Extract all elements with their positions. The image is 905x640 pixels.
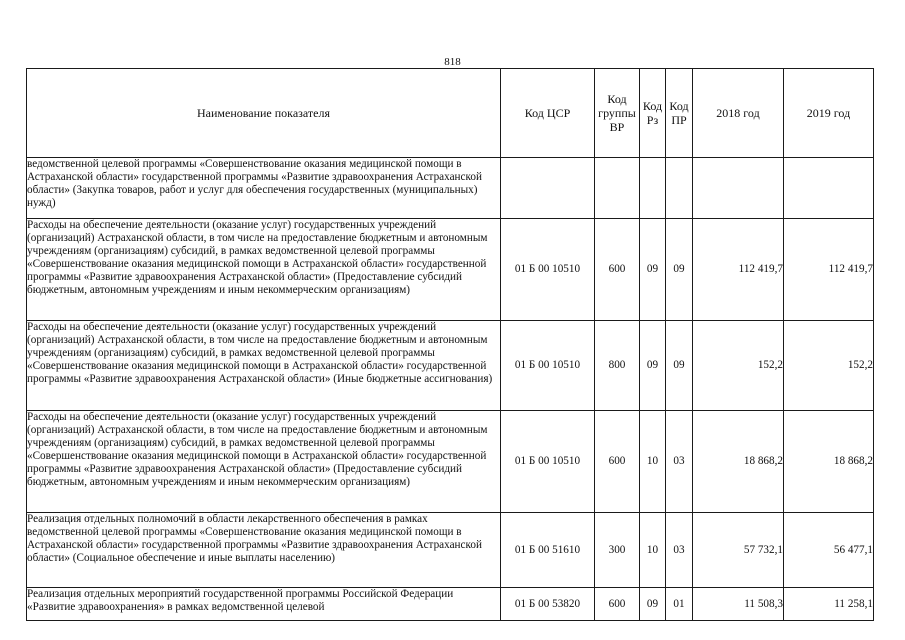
- row-pr: [666, 158, 693, 219]
- row-name: Реализация отдельных мероприятий государственной программы Российской Федерации «Развитие здравоохранения» в рамках ведомственной целевой: [27, 588, 501, 621]
- row-pr: 03: [666, 513, 693, 588]
- row-rz: 10: [640, 513, 666, 588]
- row-name: Расходы на обеспечение деятельности (оказание услуг) государственных учреждений (организаций) Астраханской области, в том числе на предоставление бюджетным и автономным учреждениям (организациям) субсидий, в рамках ведомственной целевой программы «Совершенствование оказания медицинской помощи в Астраханской области» государственной программы «Развитие здравоохранения Астраханской области» (Иные бюджетные ассигнования): [27, 321, 501, 411]
- row-csr: 01 Б 00 53820: [501, 588, 595, 621]
- row-pr: 01: [666, 588, 693, 621]
- row-rz: 10: [640, 411, 666, 513]
- row-vr: 800: [595, 321, 640, 411]
- row-name: Реализация отдельных полномочий в области лекарственного обеспечения в рамках ведомственной целевой программы «Совершенствование оказания медицинской помощи в Астраханской области» государственной программы «Развитие здравоохранения Астраханской области» (Социальное обеспечение и иные выплаты населению): [27, 513, 501, 588]
- row-name: ведомственной целевой программы «Совершенствование оказания медицинской помощи в Астраханской области» государственной программы «Развитие здравоохранения Астраханской области» (Закупка товаров, работ и услуг для обеспечения государственных (муниципальных) нужд): [27, 158, 501, 219]
- row-pr: 03: [666, 411, 693, 513]
- row-rz: 09: [640, 219, 666, 321]
- header-2018: 2018 год: [693, 69, 784, 158]
- row-rz: 09: [640, 321, 666, 411]
- row-vr: [595, 158, 640, 219]
- row-csr: 01 Б 00 51610: [501, 513, 595, 588]
- header-pr: Код ПР: [666, 69, 693, 158]
- header-rz: Код Рз: [640, 69, 666, 158]
- row-rz: [640, 158, 666, 219]
- page-number: 818: [444, 56, 461, 68]
- row-pr: 09: [666, 219, 693, 321]
- row-csr: 01 Б 00 10510: [501, 411, 595, 513]
- row-2018: 11 508,3: [693, 588, 784, 621]
- header-name: Наименование показателя: [27, 69, 501, 158]
- budget-table: [26, 68, 874, 621]
- row-rz: 09: [640, 588, 666, 621]
- row-vr: 600: [595, 219, 640, 321]
- row-vr: 600: [595, 411, 640, 513]
- row-csr: [501, 158, 595, 219]
- header-csr: Код ЦСР: [501, 69, 595, 158]
- row-vr: 300: [595, 513, 640, 588]
- row-2019: [784, 158, 874, 219]
- header-2019: 2019 год: [784, 69, 874, 158]
- table-row: [27, 158, 874, 219]
- table-row: [27, 321, 874, 411]
- row-2018: 112 419,7: [693, 219, 784, 321]
- table-row: [27, 411, 874, 513]
- row-2019: 18 868,2: [784, 411, 874, 513]
- table-row: [27, 219, 874, 321]
- row-csr: 01 Б 00 10510: [501, 321, 595, 411]
- row-vr: 600: [595, 588, 640, 621]
- table-row: [27, 513, 874, 588]
- row-2019: 112 419,7: [784, 219, 874, 321]
- row-2018: 152,2: [693, 321, 784, 411]
- row-2018: 18 868,2: [693, 411, 784, 513]
- header-vr: Код группы ВР: [595, 69, 640, 158]
- row-2019: 56 477,1: [784, 513, 874, 588]
- row-name: Расходы на обеспечение деятельности (оказание услуг) государственных учреждений (организаций) Астраханской области, в том числе на предоставление бюджетным и автономным учреждениям (организациям) субсидий, в рамках ведомственной целевой программы «Совершенствование оказания медицинской помощи в Астраханской области» государственной программы «Развитие здравоохранения Астраханской области» (Предоставление субсидий бюджетным, автономным учреждениям и иным некоммерческим организациям): [27, 219, 501, 321]
- row-pr: 09: [666, 321, 693, 411]
- row-csr: 01 Б 00 10510: [501, 219, 595, 321]
- header-row: [27, 69, 874, 158]
- row-name: Расходы на обеспечение деятельности (оказание услуг) государственных учреждений (организаций) Астраханской области, в том числе на предоставление бюджетным и автономным учреждениям (организациям) субсидий, в рамках ведомственной целевой программы «Совершенствование оказания медицинской помощи в Астраханской области» государственной программы «Развитие здравоохранения Астраханской области» (Предоставление субсидий бюджетным, автономным учреждениям и иным некоммерческим организациям): [27, 411, 501, 513]
- table-row: [27, 588, 874, 621]
- row-2018: 57 732,1: [693, 513, 784, 588]
- row-2018: [693, 158, 784, 219]
- row-2019: 11 258,1: [784, 588, 874, 621]
- row-2019: 152,2: [784, 321, 874, 411]
